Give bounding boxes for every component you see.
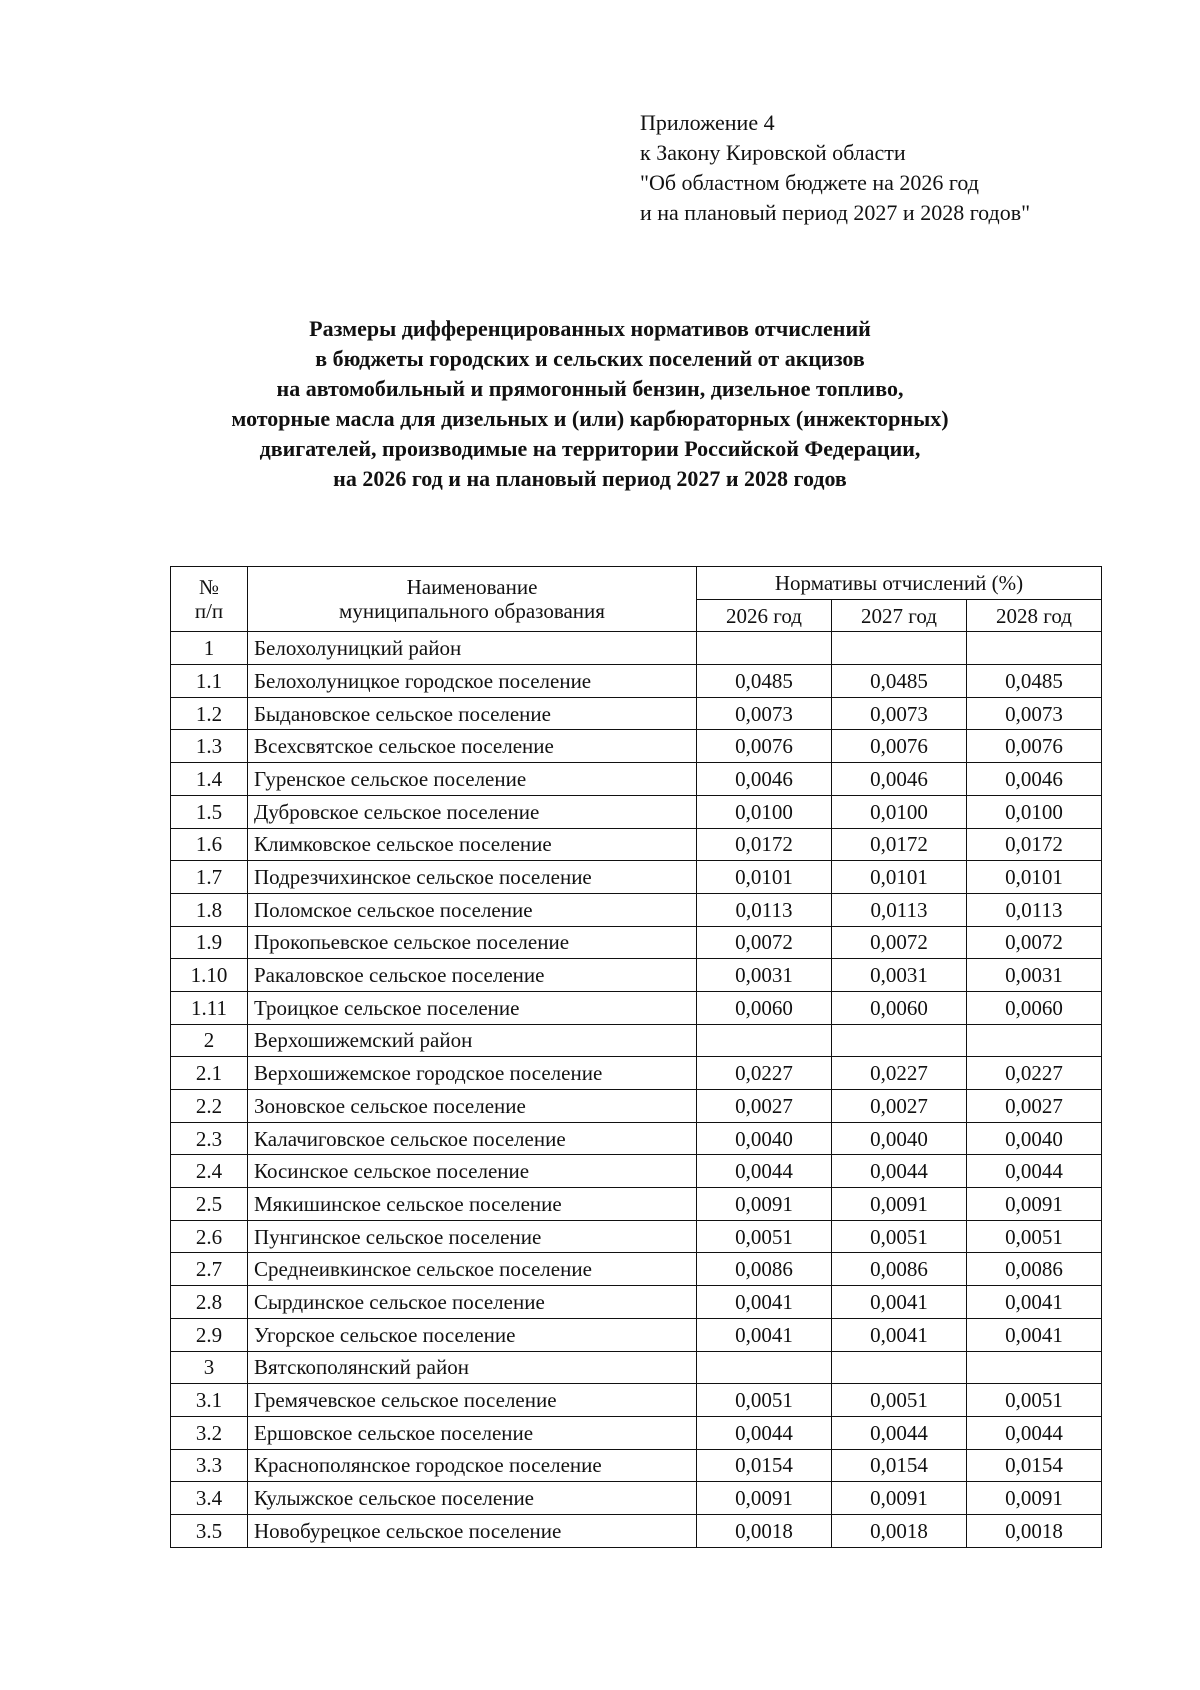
- row-value-2027: 0,0031: [832, 959, 967, 992]
- row-number: 1.8: [171, 893, 248, 926]
- row-value-2027: 0,0101: [832, 861, 967, 894]
- table-row: [171, 1057, 1102, 1090]
- row-name: Мякишинское сельское поселение: [248, 1188, 697, 1221]
- row-name: Белохолуницкий район: [248, 632, 697, 665]
- table-row: [171, 1384, 1102, 1417]
- title-line: моторные масла для дизельных и (или) карбюраторных (инжекторных): [231, 406, 949, 431]
- table-body: [171, 632, 1102, 1547]
- row-number: 2.7: [171, 1253, 248, 1286]
- row-number: 2.5: [171, 1188, 248, 1221]
- header-name: [248, 567, 697, 632]
- row-value-2028: [967, 1024, 1102, 1057]
- row-name: Кулыжское сельское поселение: [248, 1482, 697, 1515]
- row-value-2026: 0,0091: [697, 1482, 832, 1515]
- table-row: [171, 1318, 1102, 1351]
- row-value-2027: 0,0113: [832, 893, 967, 926]
- row-value-2028: 0,0060: [967, 991, 1102, 1024]
- row-value-2027: [832, 1351, 967, 1384]
- row-value-2027: 0,0086: [832, 1253, 967, 1286]
- row-number: 2.4: [171, 1155, 248, 1188]
- row-value-2026: [697, 1024, 832, 1057]
- row-name: Поломское сельское поселение: [248, 893, 697, 926]
- row-name: Ершовское сельское поселение: [248, 1416, 697, 1449]
- appendix-line: к Закону Кировской области: [640, 140, 906, 165]
- row-name: Верхошижемский район: [248, 1024, 697, 1057]
- row-value-2027: [832, 1024, 967, 1057]
- row-name: Подрезчихинское сельское поселение: [248, 861, 697, 894]
- row-value-2027: 0,0051: [832, 1220, 967, 1253]
- row-value-2028: 0,0044: [967, 1416, 1102, 1449]
- row-number: 2.9: [171, 1318, 248, 1351]
- header-number-line1: №: [198, 575, 220, 600]
- row-value-2027: 0,0044: [832, 1155, 967, 1188]
- table-row: [171, 1122, 1102, 1155]
- title-line: двигателей, производимые на территории Российской Федерации,: [259, 436, 921, 461]
- header-year-2028: 2028 год: [967, 599, 1102, 632]
- header-norms: Нормативы отчислений (%): [697, 567, 1102, 600]
- table-row: [171, 991, 1102, 1024]
- row-value-2026: [697, 632, 832, 665]
- row-value-2027: 0,0154: [832, 1449, 967, 1482]
- row-value-2028: 0,0172: [967, 828, 1102, 861]
- row-value-2026: 0,0073: [697, 697, 832, 730]
- row-value-2028: 0,0027: [967, 1090, 1102, 1123]
- row-value-2027: 0,0046: [832, 763, 967, 796]
- row-number: 2.8: [171, 1286, 248, 1319]
- row-value-2027: 0,0091: [832, 1188, 967, 1221]
- row-value-2027: 0,0091: [832, 1482, 967, 1515]
- row-value-2026: 0,0046: [697, 763, 832, 796]
- row-value-2026: 0,0031: [697, 959, 832, 992]
- row-number: 1.4: [171, 763, 248, 796]
- row-name: Всехсвятское сельское поселение: [248, 730, 697, 763]
- row-value-2026: 0,0086: [697, 1253, 832, 1286]
- table-row: [171, 1351, 1102, 1384]
- row-number: 1.6: [171, 828, 248, 861]
- row-value-2026: 0,0227: [697, 1057, 832, 1090]
- appendix-line: и на плановый период 2027 и 2028 годов": [640, 200, 1031, 225]
- row-name: Климковское сельское поселение: [248, 828, 697, 861]
- row-value-2028: 0,0041: [967, 1318, 1102, 1351]
- row-number: 2: [171, 1024, 248, 1057]
- row-value-2027: 0,0076: [832, 730, 967, 763]
- appendix-line: "Об областном бюджете на 2026 год: [640, 170, 979, 195]
- row-value-2026: 0,0100: [697, 795, 832, 828]
- row-number: 1.9: [171, 926, 248, 959]
- table-row: [171, 1449, 1102, 1482]
- row-number: 1.10: [171, 959, 248, 992]
- row-number: 2.6: [171, 1220, 248, 1253]
- row-value-2027: 0,0044: [832, 1416, 967, 1449]
- row-number: 3.3: [171, 1449, 248, 1482]
- appendix-note: [640, 108, 1030, 228]
- row-number: 2.3: [171, 1122, 248, 1155]
- row-value-2026: 0,0044: [697, 1155, 832, 1188]
- row-number: 3.5: [171, 1514, 248, 1547]
- table-row: [171, 1090, 1102, 1123]
- title-line: Размеры дифференцированных нормативов отчислений: [309, 316, 871, 341]
- table-row: [171, 926, 1102, 959]
- row-number: 1.1: [171, 665, 248, 698]
- row-number: 1.2: [171, 697, 248, 730]
- row-value-2027: 0,0040: [832, 1122, 967, 1155]
- row-value-2027: 0,0485: [832, 665, 967, 698]
- table-row: [171, 697, 1102, 730]
- header-year-2027: 2027 год: [832, 599, 967, 632]
- row-value-2027: 0,0027: [832, 1090, 967, 1123]
- row-value-2026: 0,0091: [697, 1188, 832, 1221]
- row-number: 3.4: [171, 1482, 248, 1515]
- document-title: [150, 314, 1030, 494]
- row-name: Быдановское сельское поселение: [248, 697, 697, 730]
- row-value-2028: 0,0227: [967, 1057, 1102, 1090]
- row-value-2026: 0,0051: [697, 1384, 832, 1417]
- row-number: 3: [171, 1351, 248, 1384]
- row-name: Сырдинское сельское поселение: [248, 1286, 697, 1319]
- row-value-2028: [967, 632, 1102, 665]
- row-value-2028: 0,0044: [967, 1155, 1102, 1188]
- row-value-2028: 0,0051: [967, 1384, 1102, 1417]
- header-number-line2: п/п: [194, 599, 224, 624]
- row-name: Белохолуницкое городское поселение: [248, 665, 697, 698]
- row-value-2027: 0,0073: [832, 697, 967, 730]
- row-value-2026: 0,0060: [697, 991, 832, 1024]
- table-row: [171, 828, 1102, 861]
- row-value-2026: 0,0018: [697, 1514, 832, 1547]
- row-value-2028: 0,0076: [967, 730, 1102, 763]
- row-value-2028: 0,0113: [967, 893, 1102, 926]
- row-value-2028: 0,0086: [967, 1253, 1102, 1286]
- row-value-2026: 0,0172: [697, 828, 832, 861]
- header-number: [171, 567, 248, 632]
- row-value-2028: 0,0073: [967, 697, 1102, 730]
- header-name-line2: муниципального образования: [339, 599, 605, 624]
- row-value-2026: 0,0076: [697, 730, 832, 763]
- row-value-2028: 0,0046: [967, 763, 1102, 796]
- norms-table: [170, 566, 1102, 1548]
- title-line: в бюджеты городских и сельских поселений от акцизов: [315, 346, 865, 371]
- row-value-2028: 0,0091: [967, 1482, 1102, 1515]
- row-name: Калачиговское сельское поселение: [248, 1122, 697, 1155]
- row-value-2028: 0,0101: [967, 861, 1102, 894]
- row-name: Гуренское сельское поселение: [248, 763, 697, 796]
- row-value-2027: 0,0041: [832, 1286, 967, 1319]
- row-value-2026: 0,0101: [697, 861, 832, 894]
- row-value-2027: 0,0041: [832, 1318, 967, 1351]
- row-number: 1: [171, 632, 248, 665]
- row-value-2026: 0,0044: [697, 1416, 832, 1449]
- row-value-2027: 0,0072: [832, 926, 967, 959]
- table-row: [171, 1188, 1102, 1221]
- row-number: 3.1: [171, 1384, 248, 1417]
- row-value-2027: 0,0060: [832, 991, 967, 1024]
- header-name-line1: Наименование: [406, 575, 538, 600]
- row-name: Прокопьевское сельское поселение: [248, 926, 697, 959]
- row-value-2028: 0,0072: [967, 926, 1102, 959]
- row-name: Троицкое сельское поселение: [248, 991, 697, 1024]
- row-number: 3.2: [171, 1416, 248, 1449]
- row-number: 1.3: [171, 730, 248, 763]
- row-value-2028: 0,0100: [967, 795, 1102, 828]
- table-row: [171, 665, 1102, 698]
- table-row: [171, 1286, 1102, 1319]
- row-value-2028: 0,0091: [967, 1188, 1102, 1221]
- row-name: Дубровское сельское поселение: [248, 795, 697, 828]
- row-value-2026: [697, 1351, 832, 1384]
- row-value-2027: 0,0018: [832, 1514, 967, 1547]
- row-value-2027: [832, 632, 967, 665]
- title-line: на автомобильный и прямогонный бензин, дизельное топливо,: [276, 376, 904, 401]
- row-name: Новобурецкое сельское поселение: [248, 1514, 697, 1547]
- row-name: Краснополянское городское поселение: [248, 1449, 697, 1482]
- table-row: [171, 959, 1102, 992]
- table-row: [171, 893, 1102, 926]
- row-number: 2.1: [171, 1057, 248, 1090]
- row-value-2026: 0,0027: [697, 1090, 832, 1123]
- row-value-2026: 0,0051: [697, 1220, 832, 1253]
- row-value-2027: 0,0172: [832, 828, 967, 861]
- row-value-2026: 0,0041: [697, 1286, 832, 1319]
- header-year-2026: 2026 год: [697, 599, 832, 632]
- table-row: [171, 795, 1102, 828]
- row-value-2028: 0,0018: [967, 1514, 1102, 1547]
- table-row: [171, 1514, 1102, 1547]
- row-value-2028: 0,0041: [967, 1286, 1102, 1319]
- table-row: [171, 1024, 1102, 1057]
- row-name: Косинское сельское поселение: [248, 1155, 697, 1188]
- row-value-2028: 0,0485: [967, 665, 1102, 698]
- row-name: Пунгинское сельское поселение: [248, 1220, 697, 1253]
- row-name: Верхошижемское городское поселение: [248, 1057, 697, 1090]
- table-row: [171, 1155, 1102, 1188]
- row-name: Гремячевское сельское поселение: [248, 1384, 697, 1417]
- row-value-2027: 0,0227: [832, 1057, 967, 1090]
- table-row: [171, 632, 1102, 665]
- row-name: Ракаловское сельское поселение: [248, 959, 697, 992]
- row-number: 2.2: [171, 1090, 248, 1123]
- row-name: Угорское сельское поселение: [248, 1318, 697, 1351]
- row-name: Вятскополянский район: [248, 1351, 697, 1384]
- row-value-2028: 0,0040: [967, 1122, 1102, 1155]
- row-value-2027: 0,0100: [832, 795, 967, 828]
- table-row: [171, 1253, 1102, 1286]
- table-row: [171, 763, 1102, 796]
- row-value-2026: 0,0154: [697, 1449, 832, 1482]
- row-value-2028: 0,0154: [967, 1449, 1102, 1482]
- table-row: [171, 1482, 1102, 1515]
- row-value-2026: 0,0485: [697, 665, 832, 698]
- row-value-2026: 0,0072: [697, 926, 832, 959]
- row-value-2026: 0,0041: [697, 1318, 832, 1351]
- row-value-2027: 0,0051: [832, 1384, 967, 1417]
- table-row: [171, 1416, 1102, 1449]
- table-header: [171, 567, 1102, 632]
- row-value-2026: 0,0040: [697, 1122, 832, 1155]
- row-value-2028: 0,0031: [967, 959, 1102, 992]
- row-value-2026: 0,0113: [697, 893, 832, 926]
- row-value-2028: 0,0051: [967, 1220, 1102, 1253]
- row-number: 1.11: [171, 991, 248, 1024]
- table-row: [171, 1220, 1102, 1253]
- table-row: [171, 861, 1102, 894]
- row-value-2028: [967, 1351, 1102, 1384]
- row-name: Зоновское сельское поселение: [248, 1090, 697, 1123]
- table-row: [171, 730, 1102, 763]
- row-number: 1.5: [171, 795, 248, 828]
- title-line: на 2026 год и на плановый период 2027 и 2028 годов: [333, 466, 847, 491]
- row-number: 1.7: [171, 861, 248, 894]
- row-name: Среднеивкинское сельское поселение: [248, 1253, 697, 1286]
- appendix-line: Приложение 4: [640, 110, 775, 135]
